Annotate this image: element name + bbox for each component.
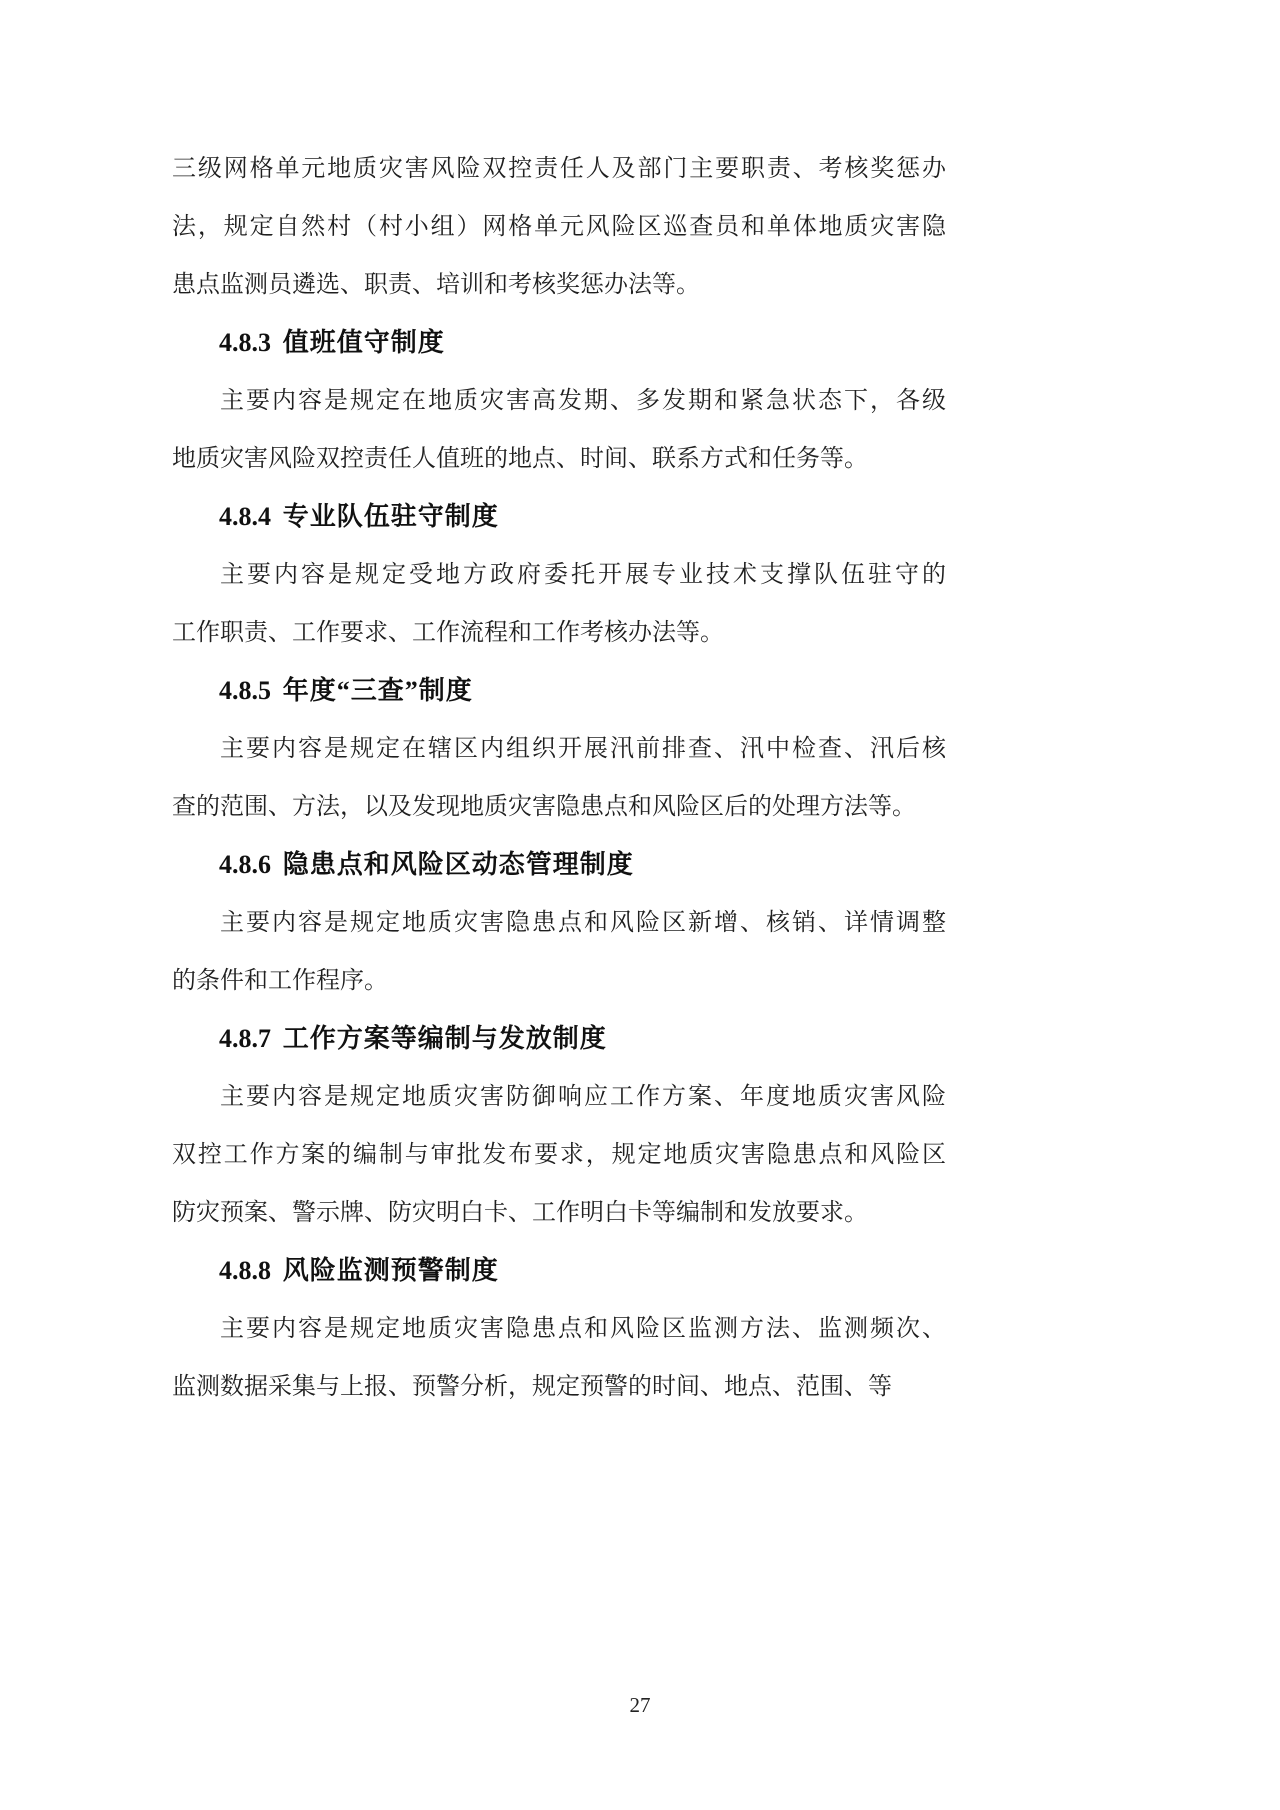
section-heading [172, 662, 946, 720]
paragraph-line: 工作职责、工作要求、工作流程和工作考核办法等。 [172, 620, 724, 646]
paragraph-line: 查的范围、方法，以及发现地质灾害隐患点和风险区后的处理方法等。 [172, 794, 916, 820]
paragraph-line: 主要内容是规定在辖区内组织开展汛前排查、汛中检查、汛后核 [220, 736, 946, 762]
paragraph-line: 主要内容是规定地质灾害防御响应工作方案、年度地质灾害风险 [220, 1084, 946, 1110]
paragraph-line: 主要内容是规定在地质灾害高发期、多发期和紧急状态下，各级 [220, 388, 946, 414]
section-heading [172, 836, 946, 894]
section-heading-number: 4.8.7 [219, 1024, 271, 1053]
paragraph-line: 地质灾害风险双控责任人值班的地点、时间、联系方式和任务等。 [172, 446, 868, 472]
section-heading-number: 4.8.5 [219, 676, 271, 705]
section-heading [172, 488, 946, 546]
section-heading-title: 工作方案等编制与发放制度 [282, 1024, 607, 1053]
paragraph-line: 防灾预案、警示牌、防灾明白卡、工作明白卡等编制和发放要求。 [172, 1200, 868, 1226]
paragraph-line: 主要内容是规定地质灾害隐患点和风险区新增、核销、详情调整 [220, 910, 946, 936]
sections-container [172, 314, 946, 1416]
section-heading-number: 4.8.6 [219, 850, 271, 879]
section-heading-title: 年度“三查”制度 [282, 676, 473, 705]
section-heading-number: 4.8.4 [219, 502, 271, 531]
section-heading [172, 1010, 946, 1068]
page-footer [0, 1693, 1280, 1718]
page-body [172, 140, 946, 1416]
paragraph-line: 主要内容是规定地质灾害隐患点和风险区监测方法、监测频次、 [220, 1316, 946, 1342]
page-number: 27 [629, 1693, 651, 1717]
section-heading-number: 4.8.8 [219, 1256, 271, 1285]
paragraph-line: 双控工作方案的编制与审批发布要求，规定地质灾害隐患点和风险区 [172, 1142, 946, 1168]
section-heading [172, 314, 946, 372]
section-heading-title: 值班值守制度 [282, 328, 445, 357]
paragraph-line: 监测数据采集与上报、预警分析，规定预警的时间、地点、范围、等 [172, 1374, 892, 1400]
paragraph-line: 的条件和工作程序。 [172, 968, 388, 994]
section-heading-title: 专业队伍驻守制度 [282, 502, 499, 531]
paragraph-line: 三级网格单元地质灾害风险双控责任人及部门主要职责、考核奖惩办 [172, 156, 946, 182]
section-heading-title: 风险监测预警制度 [282, 1256, 499, 1285]
paragraph-line: 主要内容是规定受地方政府委托开展专业技术支撑队伍驻守的 [220, 562, 946, 588]
paragraph-line: 患点监测员遴选、职责、培训和考核奖惩办法等。 [172, 272, 700, 298]
section-heading-title: 隐患点和风险区动态管理制度 [282, 850, 634, 879]
section-heading [172, 1242, 946, 1300]
section-heading-number: 4.8.3 [219, 328, 271, 357]
paragraph-line: 法，规定自然村（村小组）网格单元风险区巡查员和单体地质灾害隐 [172, 214, 946, 240]
intro-paragraph [172, 140, 946, 314]
